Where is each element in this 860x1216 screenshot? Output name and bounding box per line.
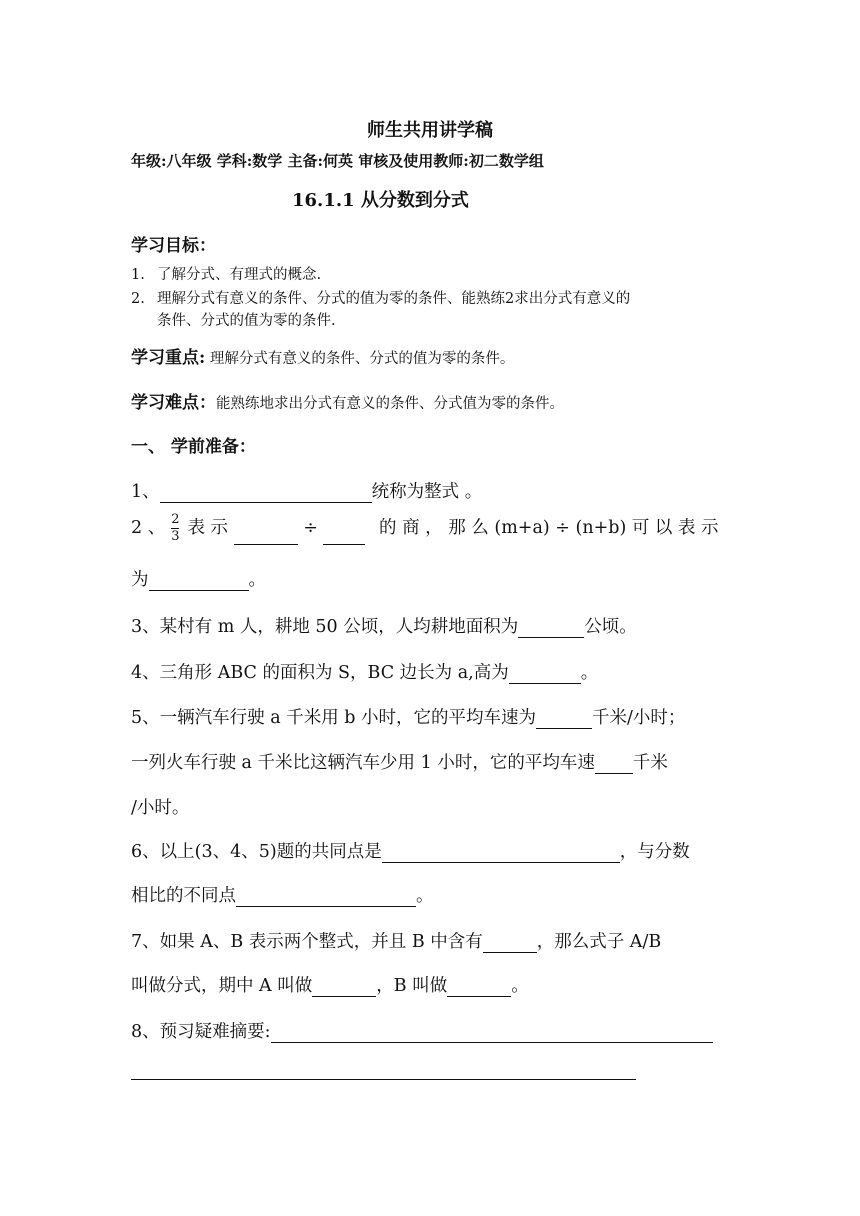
q5-line2-prefix: 一列火车行驶 a 千米比这辆汽车少用 1 小时，它的平均车速	[131, 753, 595, 773]
divide-sign: ÷	[303, 518, 318, 538]
q3-suffix: 公顷。	[584, 617, 637, 637]
question-3	[131, 613, 637, 638]
question-2	[131, 512, 719, 545]
answer-blank[interactable]	[518, 619, 584, 638]
q6-line2-prefix: 相比的不同点	[131, 886, 236, 906]
question-6	[131, 838, 690, 863]
q8-prefix: 8、预习疑难摘要:	[131, 1022, 271, 1042]
answer-blank[interactable]	[236, 888, 416, 907]
document-meta: 年级:八年级 学科:数学 主备:何英 审核及使用教师:初二数学组	[131, 152, 544, 170]
q2-line2-suffix: 。	[248, 570, 266, 590]
answer-line[interactable]	[131, 1079, 636, 1080]
q2-text-1: 表 示	[187, 518, 229, 538]
lesson-title: 16.1.1 从分数到分式	[292, 190, 469, 211]
question-4	[131, 659, 598, 684]
q5-suffix: 千米/小时；	[592, 708, 686, 728]
q6-line2-suffix: 。	[416, 886, 434, 906]
key-point-text: 理解分式有意义的条件、分式的值为零的条件。	[209, 351, 515, 367]
question-7-line-2	[131, 972, 529, 997]
difficulty-label: 学习难点：	[131, 393, 216, 413]
q2-prefix: 2 、	[131, 518, 166, 538]
question-5	[131, 704, 685, 729]
q7-line2-suffix: 。	[511, 976, 529, 996]
goal-item-1	[131, 263, 321, 284]
answer-blank[interactable]	[536, 710, 592, 729]
answer-blank[interactable]	[509, 665, 581, 684]
question-6-line-2	[131, 882, 434, 907]
goals-heading: 学习目标：	[131, 236, 216, 256]
question-8	[131, 1018, 713, 1043]
q4-prefix: 4、三角形 ABC 的面积为 S，BC 边长为 a,高为	[131, 663, 509, 683]
q6-prefix: 6、以上(3、4、5)题的共同点是	[131, 842, 382, 862]
answer-blank[interactable]	[595, 755, 633, 774]
q7-prefix: 7、如果 A、B 表示两个整式，并且 B 中含有	[131, 932, 483, 952]
question-5-line-3: /小时。	[131, 798, 190, 818]
goal-text: 理解分式有意义的条件、分式的值为零的条件、能熟练2求出分式有意义的	[157, 291, 631, 307]
q7-line2-prefix: 叫做分式，期中 A 叫做	[131, 976, 313, 996]
q3-prefix: 3、某村有 m 人，耕地 50 公顷，人均耕地面积为	[131, 617, 519, 637]
difficulty	[131, 388, 564, 413]
q5-prefix: 5、一辆汽车行驶 a 千米用 b 小时，它的平均车速为	[131, 708, 537, 728]
q6-suffix: ，与分数	[619, 842, 690, 862]
answer-blank[interactable]	[149, 572, 249, 591]
difficulty-text: 能熟练地求出分式有意义的条件、分式值为零的条件。	[216, 396, 564, 412]
question-1	[131, 478, 482, 503]
fraction-denominator: 3	[171, 529, 180, 544]
answer-blank[interactable]	[234, 526, 298, 545]
q5-line2-suffix: 千米	[632, 753, 668, 773]
q7-line2-mid: ，B 叫做	[376, 976, 448, 996]
fraction-numerator: 2	[171, 512, 180, 527]
q2-line2-prefix: 为	[131, 570, 149, 590]
goal-num: 2.	[131, 291, 145, 307]
goal-item-2	[131, 287, 630, 308]
q7-suffix: ，那么式子 A/B	[536, 932, 662, 952]
section-heading: 一、 学前准备：	[131, 437, 256, 457]
key-point-label: 学习重点:	[131, 348, 206, 368]
q2-text-2: 的 商 ， 那 么 (m+a) ÷ (n+b) 可 以 表 示	[379, 518, 719, 538]
answer-blank[interactable]	[447, 978, 511, 997]
question-7	[131, 928, 661, 953]
goal-item-2-cont	[131, 309, 336, 330]
answer-blank[interactable]	[382, 844, 620, 863]
question-2-line-2	[131, 566, 266, 591]
question-5-line-2	[131, 749, 668, 774]
key-point	[131, 343, 514, 368]
answer-blank[interactable]	[271, 1024, 713, 1043]
goal-text: 了解分式、有理式的概念.	[157, 267, 322, 283]
document-title: 师生共用讲学稿	[367, 120, 493, 141]
fraction	[171, 512, 179, 545]
q1-suffix: 统称为整式 。	[371, 482, 483, 502]
q1-prefix: 1、	[131, 482, 160, 502]
goal-text: 条件、分式的值为零的条件.	[157, 313, 336, 329]
answer-blank[interactable]	[312, 978, 376, 997]
goal-num: 1.	[131, 267, 145, 283]
answer-blank[interactable]	[160, 484, 372, 503]
answer-blank[interactable]	[323, 526, 365, 545]
answer-blank[interactable]	[483, 934, 537, 953]
q4-suffix: 。	[580, 663, 599, 683]
